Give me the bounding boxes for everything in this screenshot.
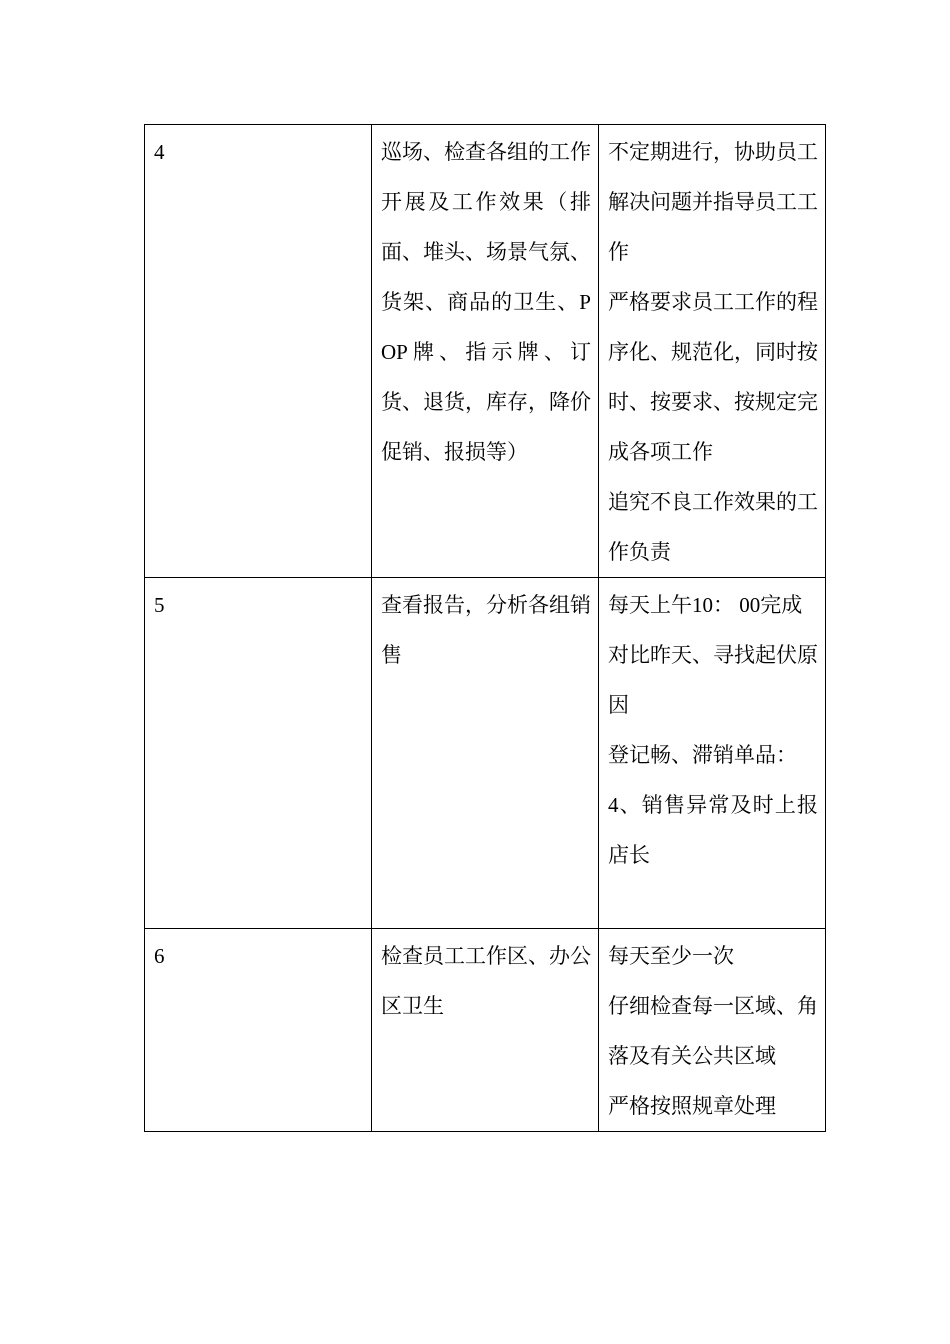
note-line: 每天上午10： 00完成: [608, 593, 803, 617]
note-line: 对比昨天、寻找起伏原因: [608, 643, 818, 717]
note-line: 不定期进行，协助员工解决问题并指导员工工作: [608, 140, 818, 264]
notes-cell: [599, 125, 826, 578]
row-number: 4: [145, 125, 372, 578]
row-number: 5: [145, 578, 372, 929]
task-cell: [372, 929, 599, 1132]
table-row: [145, 125, 826, 578]
task-text: 检查员工工作区、办公区卫生: [381, 944, 591, 1018]
table-row: [145, 578, 826, 929]
note-line: 严格要求员工工作的程序化、规范化，同时按时、按要求、按规定完成各项工作: [608, 290, 818, 464]
note-line: 登记畅、滞销单品：: [608, 743, 797, 767]
task-text: 查看报告，分析各组销售: [381, 593, 591, 667]
note-line: 追究不良工作效果的工作负责: [608, 490, 818, 564]
work-duties-table: [144, 124, 826, 1132]
note-line: 4、销售异常及时上报店长: [608, 793, 818, 867]
note-line: 严格按照规章处理: [608, 1094, 776, 1118]
note-line: 每天至少一次: [608, 944, 734, 968]
table-row: [145, 929, 826, 1132]
notes-cell: [599, 929, 826, 1132]
task-text: 巡场、检查各组的工作开展及工作效果（排面、堆头、场景气氛、货架、商品的卫生、POP牌、指示牌、订货、退货，库存，降价促销、报损等）: [381, 140, 591, 464]
note-line: 仔细检查每一区域、角落及有关公共区域: [608, 994, 818, 1068]
task-cell: [372, 125, 599, 578]
row-number: 6: [145, 929, 372, 1132]
task-cell: [372, 578, 599, 929]
notes-cell: [599, 578, 826, 929]
